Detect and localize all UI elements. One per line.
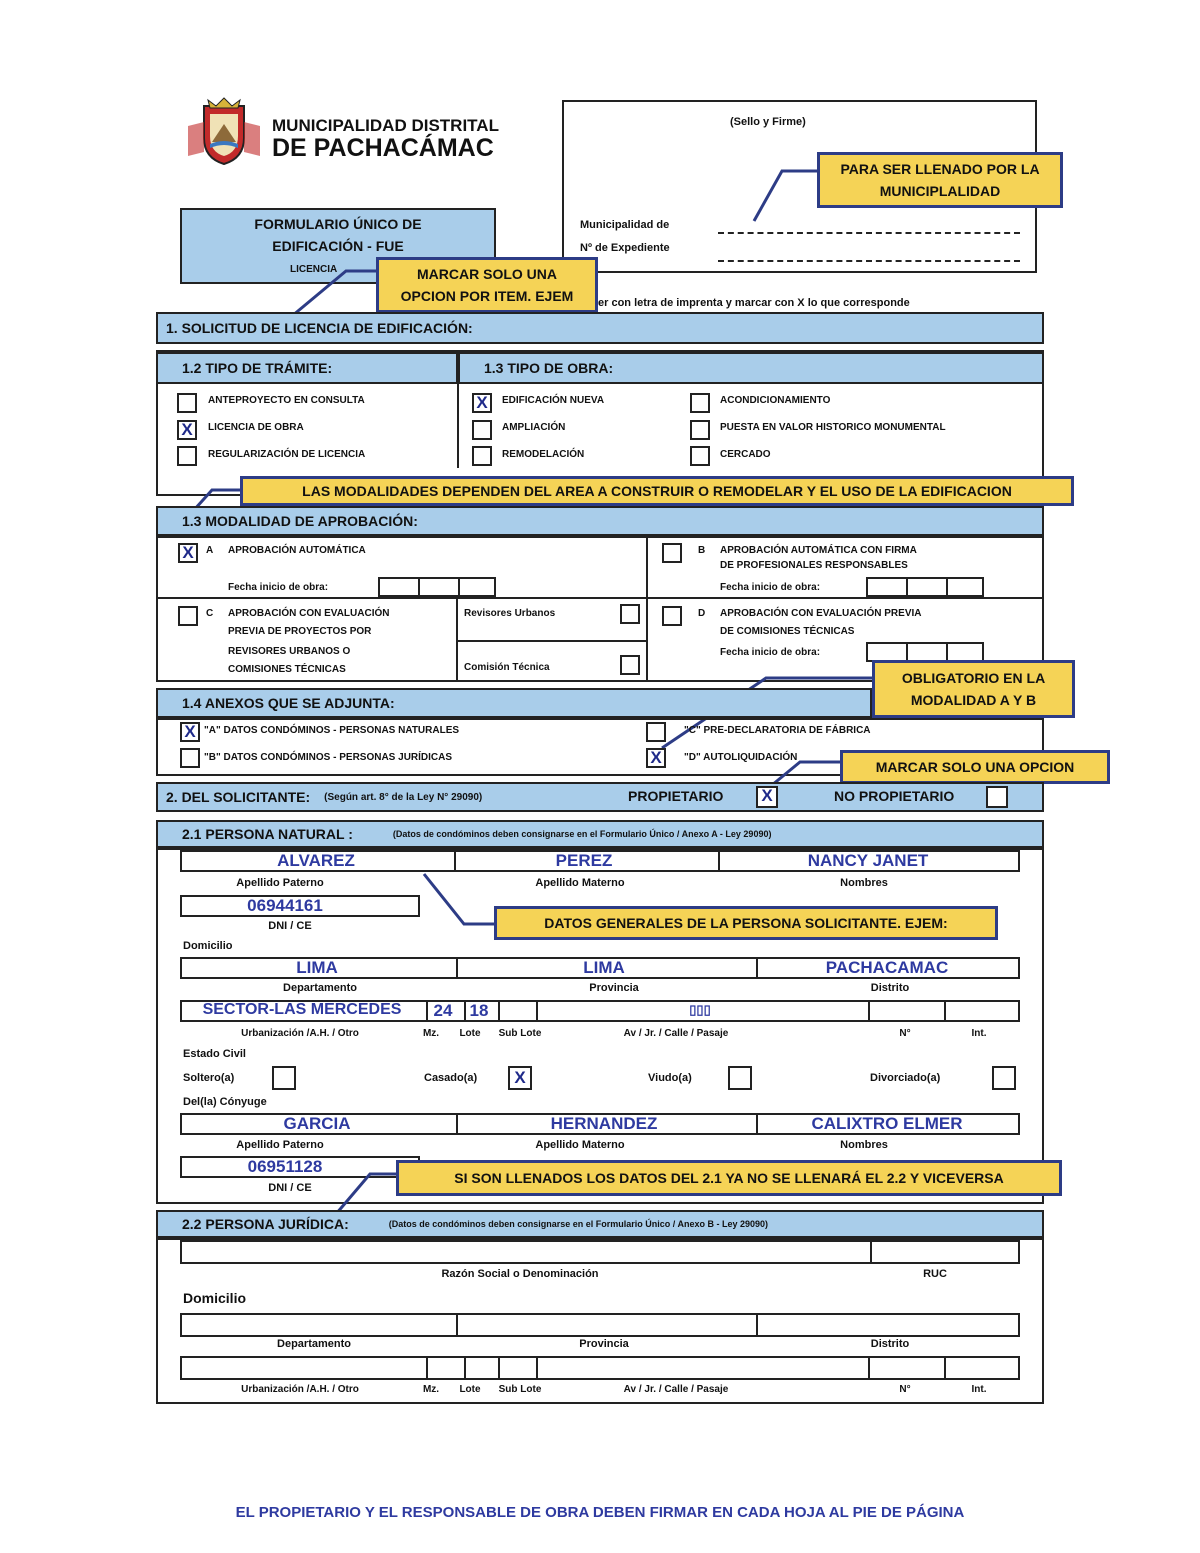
dni-label: DNI / CE	[268, 920, 312, 932]
departamento-value: LIMA	[296, 958, 338, 977]
modalidad-divider-v	[646, 536, 648, 682]
section-21-header	[156, 820, 1044, 848]
modalidad-divider-c2	[456, 640, 646, 642]
note-si-son: SI SON LLENADOS LOS DATOS DEL 2.1 YA NO SE LLENARÁ EL 2.2 Y VICEVERSA	[396, 1160, 1062, 1196]
modalidad-a-letter: A	[206, 545, 214, 556]
juridica-provincia-label: Provincia	[579, 1338, 629, 1350]
form-title-1: FORMULARIO ÚNICO DE	[254, 216, 422, 232]
num-label: N°	[899, 1028, 911, 1039]
anexo-a-label: "A" DATOS CONDÓMINOS - PERSONAS NATURALES	[204, 725, 460, 736]
apellido-materno-label: Apellido Materno	[535, 877, 625, 889]
razon-social-field[interactable]	[180, 1240, 1020, 1264]
checkbox-casado[interactable]: X	[508, 1066, 532, 1090]
domicilio-label: Domicilio	[183, 940, 233, 952]
expediente-label: Nº de Expediente	[580, 242, 670, 254]
razon-social-label: Razón Social o Denominación	[441, 1268, 599, 1280]
fecha-d-field[interactable]	[866, 642, 984, 662]
note-obligatorio: OBLIGATORIO EN LA MODALIDAD A Y B	[872, 660, 1075, 718]
checkbox-modalidad-a[interactable]: X	[178, 543, 198, 563]
checkbox-soltero[interactable]	[272, 1066, 296, 1090]
lote-value: 18	[469, 1001, 489, 1020]
checkbox-anexo-a[interactable]: X	[180, 722, 200, 742]
modalidad-c-text3: REVISORES URBANOS O	[228, 646, 351, 657]
juridica-lote-label: Lote	[459, 1384, 481, 1395]
modalidad-c-letter: C	[206, 608, 214, 619]
nombres-value: NANCY JANET	[807, 851, 929, 870]
checkbox-remodelacion[interactable]	[472, 446, 492, 466]
no-propietario-label: NO PROPIETARIO	[834, 788, 955, 804]
expediente-line[interactable]	[718, 260, 1020, 262]
ruc-label: RUC	[923, 1268, 947, 1280]
estado-civil-label: Estado Civil	[183, 1048, 246, 1060]
section-14-header: 1.4 ANEXOS QUE SE ADJUNTA:	[156, 688, 872, 718]
calle-label: Av / Jr. / Calle / Pasaje	[623, 1028, 729, 1039]
checkbox-modalidad-b[interactable]	[662, 543, 682, 563]
footer-note: EL PROPIETARIO Y EL RESPONSABLE DE OBRA DEBEN FIRMAR EN CADA HOJA AL PIE DE PÁGINA	[235, 1504, 965, 1521]
urb-label: Urbanización /A.H. / Otro	[241, 1028, 359, 1039]
municipality-logo	[186, 96, 262, 168]
section-12-header: 1.2 TIPO DE TRÁMITE:	[156, 352, 458, 384]
modalidad-c-text2: PREVIA DE PROYECTOS POR	[228, 626, 372, 637]
juridica-direccion-field[interactable]	[180, 1356, 1020, 1380]
modalidad-c-text1: APROBACIÓN CON EVALUACIÓN	[228, 608, 390, 619]
label-acondicionamiento: ACONDICIONAMIENTO	[720, 395, 831, 406]
sublote-label: Sub Lote	[498, 1028, 542, 1039]
checkbox-puesta-en-valor[interactable]	[690, 420, 710, 440]
municipalidad-line[interactable]	[718, 232, 1020, 234]
modalidad-b-text2: DE PROFESIONALES RESPONSABLES	[720, 560, 908, 571]
juridica-domicilio-label: Domicilio	[183, 1290, 247, 1306]
section-22-header	[156, 1210, 1044, 1238]
conyuge-dni-label: DNI / CE	[268, 1182, 312, 1194]
casado-label: Casado(a)	[424, 1072, 478, 1084]
section-21-subtitle: (Datos de condóminos deben consignarse en el Formulario Único / Anexo A - Ley 29090)	[392, 829, 772, 839]
distrito-value: PACHACAMAC	[825, 958, 949, 977]
modalidad-d-text1: APROBACIÓN CON EVALUACIÓN PREVIA	[720, 608, 922, 619]
modalidad-divider-h	[156, 597, 1044, 599]
section-2-title: 2. DEL SOLICITANTE:	[166, 789, 311, 805]
checkbox-edificacion-nueva[interactable]: X	[472, 393, 492, 413]
apellido-paterno-label: Apellido Paterno	[236, 877, 324, 889]
label-regularizacion: REGULARIZACIÓN DE LICENCIA	[208, 449, 366, 460]
checkbox-modalidad-d[interactable]	[662, 606, 682, 626]
conyuge-nombres-label: Nombres	[840, 1139, 888, 1151]
checkbox-divorciado[interactable]	[992, 1066, 1016, 1090]
dni-value: 06944161	[247, 896, 323, 915]
divider-12-13	[457, 384, 459, 468]
municipality-name-2: DE PACHACÁMAC	[272, 134, 494, 162]
checkbox-acondicionamiento[interactable]	[690, 393, 710, 413]
conyuge-materno-value: HERNANDEZ	[550, 1114, 658, 1133]
label-anteproyecto: ANTEPROYECTO EN CONSULTA	[208, 395, 365, 406]
checkbox-comision[interactable]	[620, 655, 640, 675]
anexo-d-label: "D" AUTOLIQUIDACIÓN	[684, 752, 798, 763]
revisores-label: Revisores Urbanos	[464, 608, 556, 619]
checkbox-licencia-obra[interactable]: X	[177, 420, 197, 440]
modalidad-d-fecha: Fecha inicio de obra:	[720, 647, 821, 658]
propietario-label: PROPIETARIO	[628, 788, 724, 804]
modalidad-c-text4: COMISIONES TÉCNICAS	[228, 664, 346, 675]
juridica-domicilio-field[interactable]	[180, 1313, 1020, 1337]
distrito-label: Distrito	[870, 982, 910, 994]
checkbox-anteproyecto[interactable]	[177, 393, 197, 413]
section-13m-header: 1.3 MODALIDAD DE APROBACIÓN:	[156, 506, 1044, 536]
section-22-title: 2.2 PERSONA JURÍDICA:	[182, 1216, 349, 1232]
conyuge-paterno-label: Apellido Paterno	[236, 1139, 324, 1151]
note-solo-una: MARCAR SOLO UNA OPCION	[840, 750, 1110, 784]
checkbox-regularizacion[interactable]	[177, 446, 197, 466]
note-one-option: MARCAR SOLO UNA OPCION POR ITEM. EJEM	[376, 257, 598, 313]
note-municipal: PARA SER LLENADO POR LA MUNICIPLALIDAD	[817, 152, 1063, 208]
section-22-subtitle: (Datos de condóminos deben consignarse en el Formulario Único / Anexo B - Ley 29090)	[388, 1219, 768, 1229]
label-edificacion-nueva: EDIFICACIÓN NUEVA	[502, 395, 605, 406]
municipality-name-1: MUNICIPALIDAD DISTRITAL	[272, 116, 499, 135]
section-2-subtitle: (Según art. 8° de la Ley N° 29090)	[324, 791, 483, 803]
modalidad-d-letter: D	[698, 608, 706, 619]
viudo-label: Viudo(a)	[648, 1072, 692, 1084]
label-cercado: CERCADO	[720, 449, 771, 460]
apellido-materno-value: PEREZ	[555, 851, 613, 870]
comision-label: Comisión Técnica	[464, 662, 550, 673]
checkbox-anexo-b[interactable]	[180, 748, 200, 768]
modalidad-b-text1: APROBACIÓN AUTOMÁTICA CON FIRMA	[720, 545, 917, 556]
modalidad-a-fecha: Fecha inicio de obra:	[228, 582, 329, 593]
modalidad-d-text2: DE COMISIONES TÉCNICAS	[720, 626, 855, 637]
label-remodelacion: REMODELACIÓN	[502, 449, 585, 460]
juridica-calle-label: Av / Jr. / Calle / Pasaje	[623, 1384, 729, 1395]
anexo-c-label: "C" PRE-DECLARATORIA DE FÁBRICA	[684, 725, 871, 736]
label-puesta-en-valor: PUESTA EN VALOR HISTORICO MONUMENTAL	[720, 422, 946, 433]
conyuge-nombres-value: CALIXTRO ELMER	[811, 1114, 963, 1133]
modalidad-b-fecha: Fecha inicio de obra:	[720, 582, 821, 593]
instructions-text: er con letra de imprenta y marcar con X lo que corresponde	[598, 297, 910, 309]
juridica-sublote-label: Sub Lote	[498, 1384, 542, 1395]
checkbox-viudo[interactable]	[728, 1066, 752, 1090]
modalidad-a-text: APROBACIÓN AUTOMÁTICA	[228, 545, 366, 556]
int-label: Int.	[971, 1028, 987, 1039]
municipalidad-label: Municipalidad de	[580, 219, 670, 231]
lote-label: Lote	[459, 1028, 481, 1039]
conyuge-dni-value: 06951128	[247, 1157, 323, 1176]
calle-value: ▯▯▯	[689, 1002, 711, 1017]
label-licencia-obra: LICENCIA DE OBRA	[208, 422, 304, 433]
conyuge-label: Del(la) Cónyuge	[183, 1096, 267, 1108]
checkbox-anexo-d[interactable]: X	[646, 748, 666, 768]
conyuge-paterno-value: GARCIA	[283, 1114, 351, 1133]
juridica-distrito-label: Distrito	[870, 1338, 910, 1350]
divorciado-label: Divorciado(a)	[870, 1072, 941, 1084]
note-municipal-pointer	[750, 165, 822, 225]
provincia-value: LIMA	[583, 958, 625, 977]
checkbox-modalidad-c[interactable]	[178, 606, 198, 626]
note-modalidades: LAS MODALIDADES DEPENDEN DEL AREA A CONSTRUIR O REMODELAR Y EL USO DE LA EDIFICACION	[240, 476, 1074, 506]
modalidad-b-letter: B	[698, 545, 706, 556]
mz-value: 24	[433, 1001, 453, 1020]
anexo-b-label: "B" DATOS CONDÓMINOS - PERSONAS JURÍDICAS	[204, 752, 453, 763]
section-21-title: 2.1 PERSONA NATURAL :	[182, 826, 353, 842]
section-13-header: 1.3 TIPO DE OBRA:	[458, 352, 1044, 384]
checkbox-propietario[interactable]: X	[756, 786, 778, 808]
apellido-paterno-value: ALVAREZ	[277, 851, 355, 870]
form-title-2: EDIFICACIÓN - FUE	[272, 238, 404, 254]
juridica-int-label: Int.	[971, 1384, 987, 1395]
checkbox-no-propietario[interactable]	[986, 786, 1008, 808]
checkbox-cercado[interactable]	[690, 446, 710, 466]
note-datos-generales: DATOS GENERALES DE LA PERSONA SOLICITANTE. EJEM:	[494, 906, 998, 940]
checkbox-revisores[interactable]	[620, 604, 640, 624]
conyuge-materno-label: Apellido Materno	[535, 1139, 625, 1151]
fecha-b-field[interactable]	[866, 577, 984, 597]
section-1-header: 1. SOLICITUD DE LICENCIA DE EDIFICACIÓN:	[156, 312, 1044, 344]
provincia-label: Provincia	[589, 982, 639, 994]
mz-label: Mz.	[422, 1028, 440, 1039]
juridica-mz-label: Mz.	[422, 1384, 440, 1395]
juridica-num-label: N°	[899, 1384, 911, 1395]
checkbox-anexo-c[interactable]	[646, 722, 666, 742]
label-ampliacion: AMPLIACIÓN	[502, 422, 566, 433]
stamp-label: (Sello y Firme)	[730, 116, 806, 128]
form-title-3: LICENCIA	[290, 264, 338, 275]
urbanizacion-value: SECTOR-LAS MERCEDES	[202, 1001, 402, 1018]
note-datos-generales-pointer	[420, 870, 498, 930]
checkbox-ampliacion[interactable]	[472, 420, 492, 440]
nombres-label: Nombres	[840, 877, 888, 889]
departamento-label: Departamento	[283, 982, 357, 994]
juridica-urb-label: Urbanización /A.H. / Otro	[241, 1384, 359, 1395]
soltero-label: Soltero(a)	[183, 1072, 235, 1084]
fecha-a-field[interactable]	[378, 577, 496, 597]
juridica-departamento-label: Departamento	[277, 1338, 351, 1350]
